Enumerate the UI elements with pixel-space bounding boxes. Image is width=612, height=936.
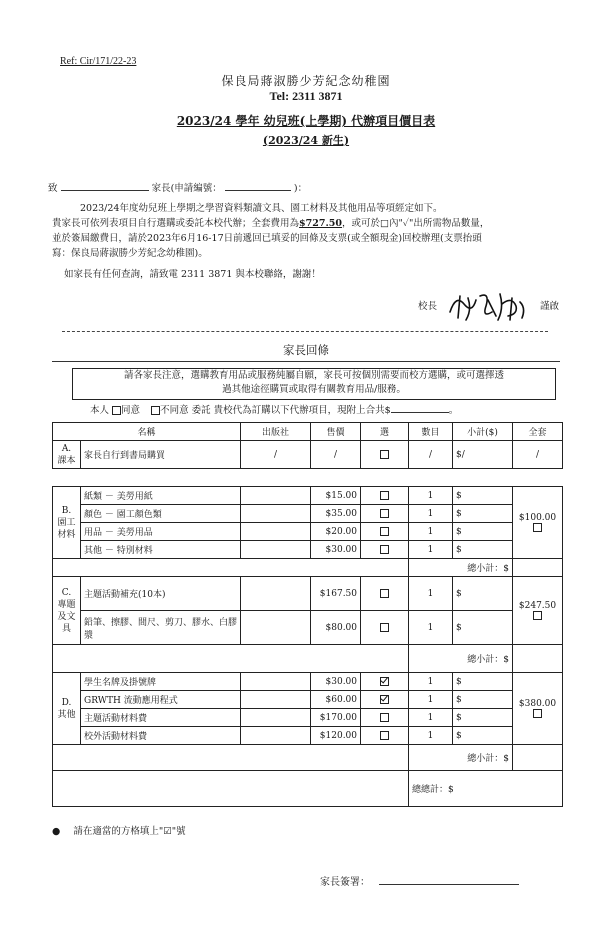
item-subtotal: $ [453,611,513,645]
total-amount-blank[interactable] [391,412,449,413]
table-row-group-a [53,441,563,469]
item-name: 校外活動材料費 [81,727,241,745]
item-name: 學生名牌及掛號牌 [81,673,241,691]
group-c-set-checkbox[interactable] [533,611,542,620]
group-b-label: B. 園工材料 [53,487,81,559]
letter-para-2a: 貴家長可依列表項目自行選購或委託本校代辦；全套費用為 [52,218,300,229]
notice-box [72,368,556,400]
group-a-checkbox[interactable] [380,450,389,459]
parent-signature-line [320,873,519,888]
consent-end: 。 [448,405,459,416]
agree-label: 同意 [121,405,141,416]
group-c-set [513,577,563,645]
table-row [53,523,563,541]
item-name: 顏色 － 園工顏色類 [81,505,241,523]
closing-text: 謹啟 [540,301,560,312]
item-qty: 1 [409,541,453,559]
group-a-subtotal: $/ [453,441,513,469]
table-row [53,577,563,611]
document-title: 2023/24 學年 幼兒班(上學期) 代辦項目價目表 [176,114,436,128]
bullet-note [52,823,186,837]
group-total-row [53,559,563,577]
table-row [53,505,563,523]
group-a-label: A. 課本 [53,441,81,469]
header-price: 售價 [311,423,361,441]
table-row [53,611,563,645]
group-total-row [53,645,563,673]
item-price: $20.00 [311,523,361,541]
item-price: $15.00 [311,487,361,505]
notice-line-2: 過其他途徑購買或取得有關教育用品/服務。 [222,384,406,395]
header-select: 選 [361,423,409,441]
letter-para-2 [52,215,489,229]
item-qty: 1 [409,673,453,691]
addressee-prefix: 致 [48,183,58,194]
full-set-price: $727.50 [299,218,342,229]
group-a-qty: / [409,441,453,469]
group-d-set-checkbox[interactable] [533,709,542,718]
group-total-row [53,745,563,771]
group-a-set: / [513,441,563,469]
letter-para-3: 並於簽屆繳費日，請於2023年6月16-17日前遞回已填妥的回條及支票(或全額現金)回校辦理(支票抬頭 [52,233,482,244]
item-price: $30.00 [311,673,361,691]
addressee-blank [61,190,149,191]
item-name: 紙類 － 美勞用紙 [81,487,241,505]
principal-signature [446,290,532,328]
item-checkbox-checked[interactable] [380,677,389,686]
group-c-label: C. 專題及文具 [53,577,81,645]
item-name: GRWTH 流動應用程式 [81,691,241,709]
item-qty: 1 [409,487,453,505]
group-b-set-price: $100.00 [518,512,557,523]
reply-divider [52,361,560,362]
item-qty: 1 [409,577,453,611]
letter-para-2b: ，或可於□內"✓"出所需物品數量， [341,218,490,229]
item-price: $80.00 [311,611,361,645]
letter-para-4: 寫：保良局蔣淑勝少芳紀念幼稚園)。 [52,248,208,259]
item-subtotal: $ [453,673,513,691]
letter-para-1: 2023/24年度幼兒班上學期之學習資料類讀文具、園工材料及其他用品等項經定如下。 [80,203,443,214]
item-checkbox[interactable] [380,491,389,500]
header-qty: 數目 [409,423,453,441]
group-c-set-price: $247.50 [518,600,557,611]
item-subtotal: $ [453,577,513,611]
item-subtotal: $ [453,505,513,523]
group-b-set-checkbox[interactable] [533,523,542,532]
school-name: 保良局蔣淑勝少芳紀念幼稚園 [221,74,391,88]
item-subtotal: $ [453,727,513,745]
item-qty: 1 [409,505,453,523]
item-checkbox[interactable] [380,509,389,518]
reference-number: Ref: Cir/171/22-23 [60,56,137,67]
item-price: $60.00 [311,691,361,709]
header-name: 名稱 [53,423,241,441]
table-row [53,673,563,691]
document-subtitle: (2023/24 新生) [262,134,350,147]
disagree-label: 不同意 [160,405,189,416]
table-row [53,541,563,559]
item-checkbox-checked[interactable] [380,695,389,704]
table-row [53,727,563,745]
bullet-note-text: 請在適當的方格填上"☑"號 [73,826,186,837]
addressee-middle: 家長(申請編號： [151,183,222,194]
item-subtotal: $ [453,523,513,541]
table-row [53,709,563,727]
item-subtotal: $ [453,691,513,709]
price-table [52,422,563,807]
item-subtotal: $ [453,541,513,559]
item-name: 主題活動補充(10本) [81,577,241,611]
item-name: 鉛筆、擦膠、間尺、剪刀、膠水、白膠漿 [81,611,241,645]
table-header-row [53,423,563,441]
group-a-item: 家長自行到書局購買 [81,441,241,469]
table-row [53,487,563,505]
item-checkbox[interactable] [380,545,389,554]
item-qty: 1 [409,709,453,727]
addressee-suffix: )： [293,183,308,194]
group-d-set [513,673,563,745]
item-checkbox[interactable] [380,731,389,740]
group-a-select [361,441,409,469]
table-row [53,691,563,709]
group-c-total: 總小計：$ [409,645,513,673]
item-price: $167.50 [311,577,361,611]
disagree-checkbox[interactable] [151,406,160,415]
group-d-label: D. 其他 [53,673,81,745]
group-d-total: 總小計：$ [409,745,513,771]
grand-total: 總總計：$ [409,771,563,807]
consent-text: 委託 貴校代為訂購以下代辦項目，現附上合共$ [191,405,391,416]
principal-label: 校長 [418,301,438,312]
parent-signature-field[interactable] [379,884,519,885]
item-qty: 1 [409,727,453,745]
item-name: 其他 － 特別材料 [81,541,241,559]
header-set: 全套 [513,423,563,441]
cut-line [62,331,548,332]
agree-checkbox[interactable] [112,406,121,415]
item-subtotal: $ [453,487,513,505]
header-publisher: 出版社 [241,423,311,441]
item-price: $170.00 [311,709,361,727]
item-price: $35.00 [311,505,361,523]
header-subtotal: 小計($) [453,423,513,441]
item-qty: 1 [409,611,453,645]
item-name: 用品 － 美勞用品 [81,523,241,541]
contact-line: 如家長有任何查詢，請致電 2311 3871 與本校聯絡，謝謝！ [64,269,321,280]
school-tel: Tel: 2311 3871 [269,89,343,103]
consent-prefix: 本人 [90,405,110,416]
addressee-line [48,180,307,194]
application-number-blank [225,190,291,191]
group-a-price: / [311,441,361,469]
item-name: 主題活動材料費 [81,709,241,727]
item-qty: 1 [409,691,453,709]
item-checkbox[interactable] [380,589,389,598]
bullet-icon: ● [52,826,61,837]
item-price: $30.00 [311,541,361,559]
group-a-publisher: / [241,441,311,469]
notice-line-1: 請各家長注意，選購教育用品或服務純屬自願，家長可按個別需要而校方選購，或可選擇透 [123,370,504,381]
item-checkbox[interactable] [380,713,389,722]
group-b-total: 總小計：$ [409,559,513,577]
grand-total-row [53,771,563,807]
reply-slip-title: 家長回條 [283,343,329,357]
item-price: $120.00 [311,727,361,745]
item-subtotal: $ [453,709,513,727]
item-checkbox[interactable] [380,527,389,536]
parent-sign-label: 家長簽署： [320,877,370,888]
group-b-set [513,487,563,559]
table-spacer [53,469,563,487]
item-checkbox[interactable] [380,623,389,632]
group-d-set-price: $380.00 [518,698,557,709]
consent-line [90,402,458,416]
item-qty: 1 [409,523,453,541]
